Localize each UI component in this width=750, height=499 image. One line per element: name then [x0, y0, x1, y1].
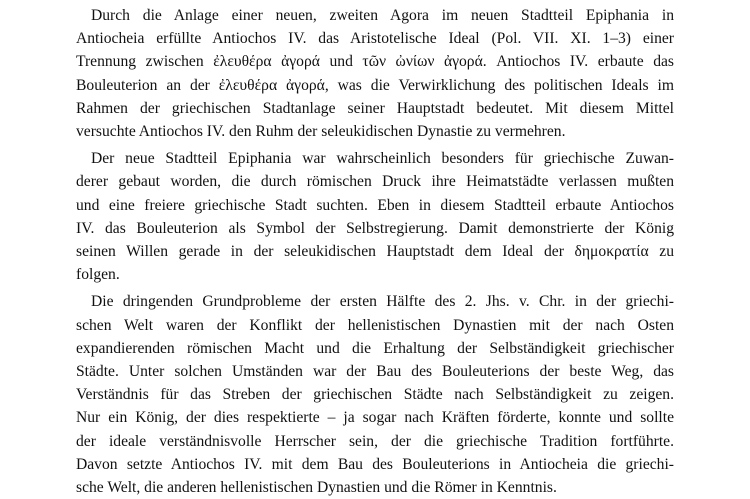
- paragraph-1: [76, 4, 674, 143]
- text-line: der ideale verständnisvolle Herrscher sein, der die griechische Tradition fortführte.: [76, 432, 674, 450]
- document-page: [76, 4, 674, 499]
- text-line: Rahmen der griechischen Stadtanlage seiner Hauptstadt bedeutet. Mit diesem Mittel: [76, 99, 674, 117]
- text-line: Trennung zwischen ἐλευθέρα ἀγορά und τῶν ὠνίων ἀγορά. Antiochos IV. erbaute das: [76, 53, 674, 71]
- paragraph-2: [76, 147, 674, 286]
- text-line: Durch die Anlage einer neuen, zweiten Agora im neuen Stadtteil Epiphania in: [91, 7, 674, 24]
- text-line: Städte. Unter solchen Umständen war der Bau des Bouleuterions der beste Weg, das: [76, 363, 674, 381]
- text-line: Bouleuterion an der ἐλευθέρα ἀγορά, was die Verwirklichung des politischen Ideals im: [76, 76, 674, 94]
- text-line: expandierenden römischen Macht und die Erhaltung der Selbständigkeit griechischer: [76, 339, 674, 357]
- text-line: Verständnis für das Streben der griechischen Städte nach Selbständigkeit zu zeigen.: [76, 386, 674, 404]
- text-line: Davon setzte Antiochos IV. mit dem Bau des Bouleuterions in Antiocheia die griechi-: [76, 455, 674, 473]
- text-line: folgen.: [76, 266, 120, 284]
- text-line: Die dringenden Grundprobleme der ersten Hälfte des 2. Jhs. v. Chr. in der griechi-: [91, 293, 674, 311]
- text-line: und eine freiere griechische Stadt suchten. Eben in diesem Stadtteil erbaute Antiochos: [76, 196, 674, 214]
- text-line: Antiocheia erfüllte Antiochos IV. das Aristotelische Ideal (Pol. VII. XI. 1–3) einer: [76, 30, 674, 48]
- text-line: Der neue Stadtteil Epiphania war wahrscheinlich besonders für griechische Zuwan-: [91, 150, 674, 168]
- text-line: seinen Willen gerade in der seleukidischen Hauptstadt dem Ideal der δημοκρατία zu: [76, 243, 674, 261]
- paragraph-3: [76, 290, 674, 499]
- text-line: IV. das Bouleuterion als Symbol der Selbstregierung. Damit demonstrierte der König: [76, 219, 674, 237]
- text-line: schen Welt waren der Konflikt der hellenistischen Dynastien mit der nach Osten: [76, 316, 674, 334]
- text-line: versuchte Antiochos IV. den Ruhm der seleukidischen Dynastie zu vermehren.: [76, 123, 566, 141]
- text-line: Nur ein König, der dies respektierte – ja sogar nach Kräften förderte, konnte und sollte: [76, 409, 674, 427]
- text-line: sche Welt, die anderen hellenistischen Dynastien und die Römer in Kenntnis.: [76, 479, 557, 497]
- text-line: derer gebaut worden, die durch römischen Druck ihre Heimatstädte verlassen mußten: [76, 173, 674, 191]
